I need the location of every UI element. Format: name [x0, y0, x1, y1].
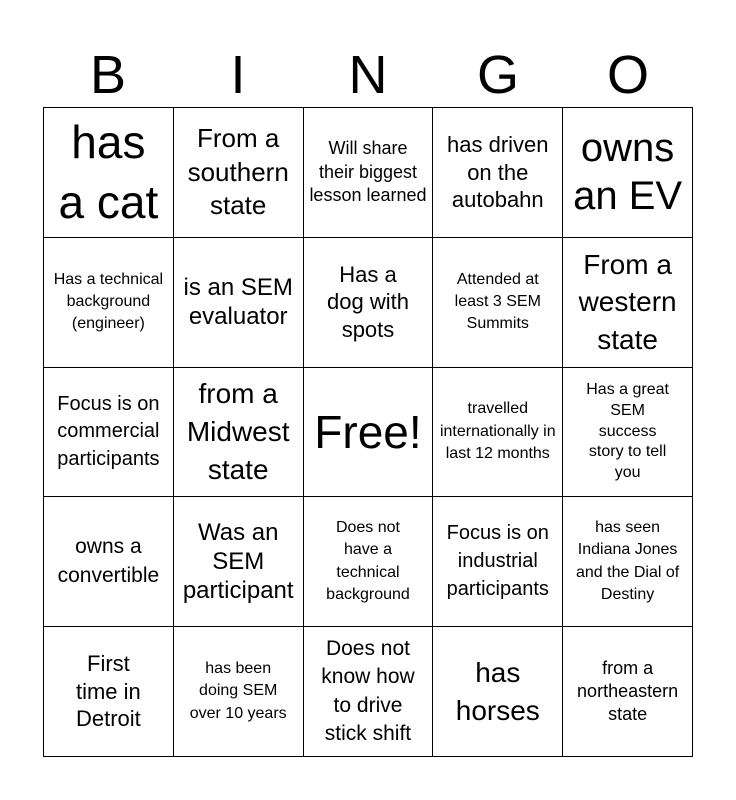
cell-text: Attended at least 3 SEM Summits [454, 270, 541, 333]
cell-text: has seen Indiana Jones and the Dial of Destiny [576, 519, 680, 604]
cell-text: Focus is on commercial participants [57, 392, 160, 470]
bingo-cell-r5c4[interactable] [433, 627, 563, 757]
bingo-cell-r3c1[interactable] [44, 368, 174, 498]
header-letter-g: G [476, 45, 519, 105]
bingo-cell-r3c5[interactable] [563, 368, 693, 498]
bingo-cell-r5c1[interactable] [44, 627, 174, 757]
bingo-cell-r5c3[interactable] [304, 627, 434, 757]
bingo-cell-r3c3[interactable] [304, 368, 434, 498]
bingo-cell-r1c2[interactable] [174, 108, 304, 238]
cell-text: has been doing SEM over 10 years [189, 660, 287, 722]
bingo-cell-r4c2[interactable] [174, 497, 304, 627]
cell-text: has driven on the autobahn [447, 132, 549, 213]
bingo-cell-r1c1[interactable] [44, 108, 174, 238]
bingo-cell-r2c3[interactable] [304, 238, 434, 368]
bingo-cell-r2c5[interactable] [563, 238, 693, 368]
cell-text: owns a convertible [57, 535, 160, 587]
cell-text: Focus is on industrial participants [446, 522, 549, 600]
bingo-cell-r4c3[interactable] [304, 497, 434, 627]
cell-text: Free! [314, 405, 422, 458]
cell-text: From a southern state [187, 122, 289, 221]
cell-text: Has a technical background (engineer) [53, 270, 164, 333]
cell-text: Has a great SEM success story to tell you [586, 381, 669, 482]
cell-text: from a Midwest state [186, 378, 290, 485]
bingo-cell-r4c5[interactable] [563, 497, 693, 627]
header-letter-i: I [230, 45, 246, 105]
cell-text: Was an SEM participant [182, 518, 294, 605]
bingo-cell-r3c4[interactable] [433, 368, 563, 498]
bingo-cell-r3c2[interactable] [174, 368, 304, 498]
bingo-cell-r4c1[interactable] [44, 497, 174, 627]
bingo-cell-r2c1[interactable] [44, 238, 174, 368]
cell-text: has horses [455, 656, 540, 726]
cell-text: has a cat [58, 115, 159, 229]
cell-text: from a northeastern state [577, 657, 679, 725]
header-letter-b: B [89, 45, 127, 105]
cell-text: Has a dog with spots [327, 261, 409, 342]
cell-text: owns an EV [573, 126, 683, 219]
cell-text: From a western state [578, 248, 677, 356]
bingo-cell-r1c3[interactable] [304, 108, 434, 238]
cell-text: Will share their biggest lesson learned [309, 138, 427, 206]
cell-text: Does not have a technical background [326, 519, 410, 604]
bingo-cell-r2c4[interactable] [433, 238, 563, 368]
bingo-header [43, 42, 693, 108]
cell-text: First time in Detroit [75, 651, 141, 732]
cell-text: is an SEM evaluator [183, 273, 293, 331]
bingo-cell-r5c2[interactable] [174, 627, 304, 757]
cell-text: travelled internationally in last 12 months [439, 400, 556, 463]
cell-text: Does not know how to drive stick shift [321, 636, 415, 746]
header-letter-n: N [348, 45, 388, 105]
header-letter-o: O [606, 45, 649, 105]
bingo-cell-r2c2[interactable] [174, 238, 304, 368]
bingo-cell-r1c4[interactable] [433, 108, 563, 238]
bingo-board [43, 107, 693, 757]
bingo-cell-r5c5[interactable] [563, 627, 693, 757]
bingo-cell-r4c4[interactable] [433, 497, 563, 627]
bingo-cell-r1c5[interactable] [563, 108, 693, 238]
